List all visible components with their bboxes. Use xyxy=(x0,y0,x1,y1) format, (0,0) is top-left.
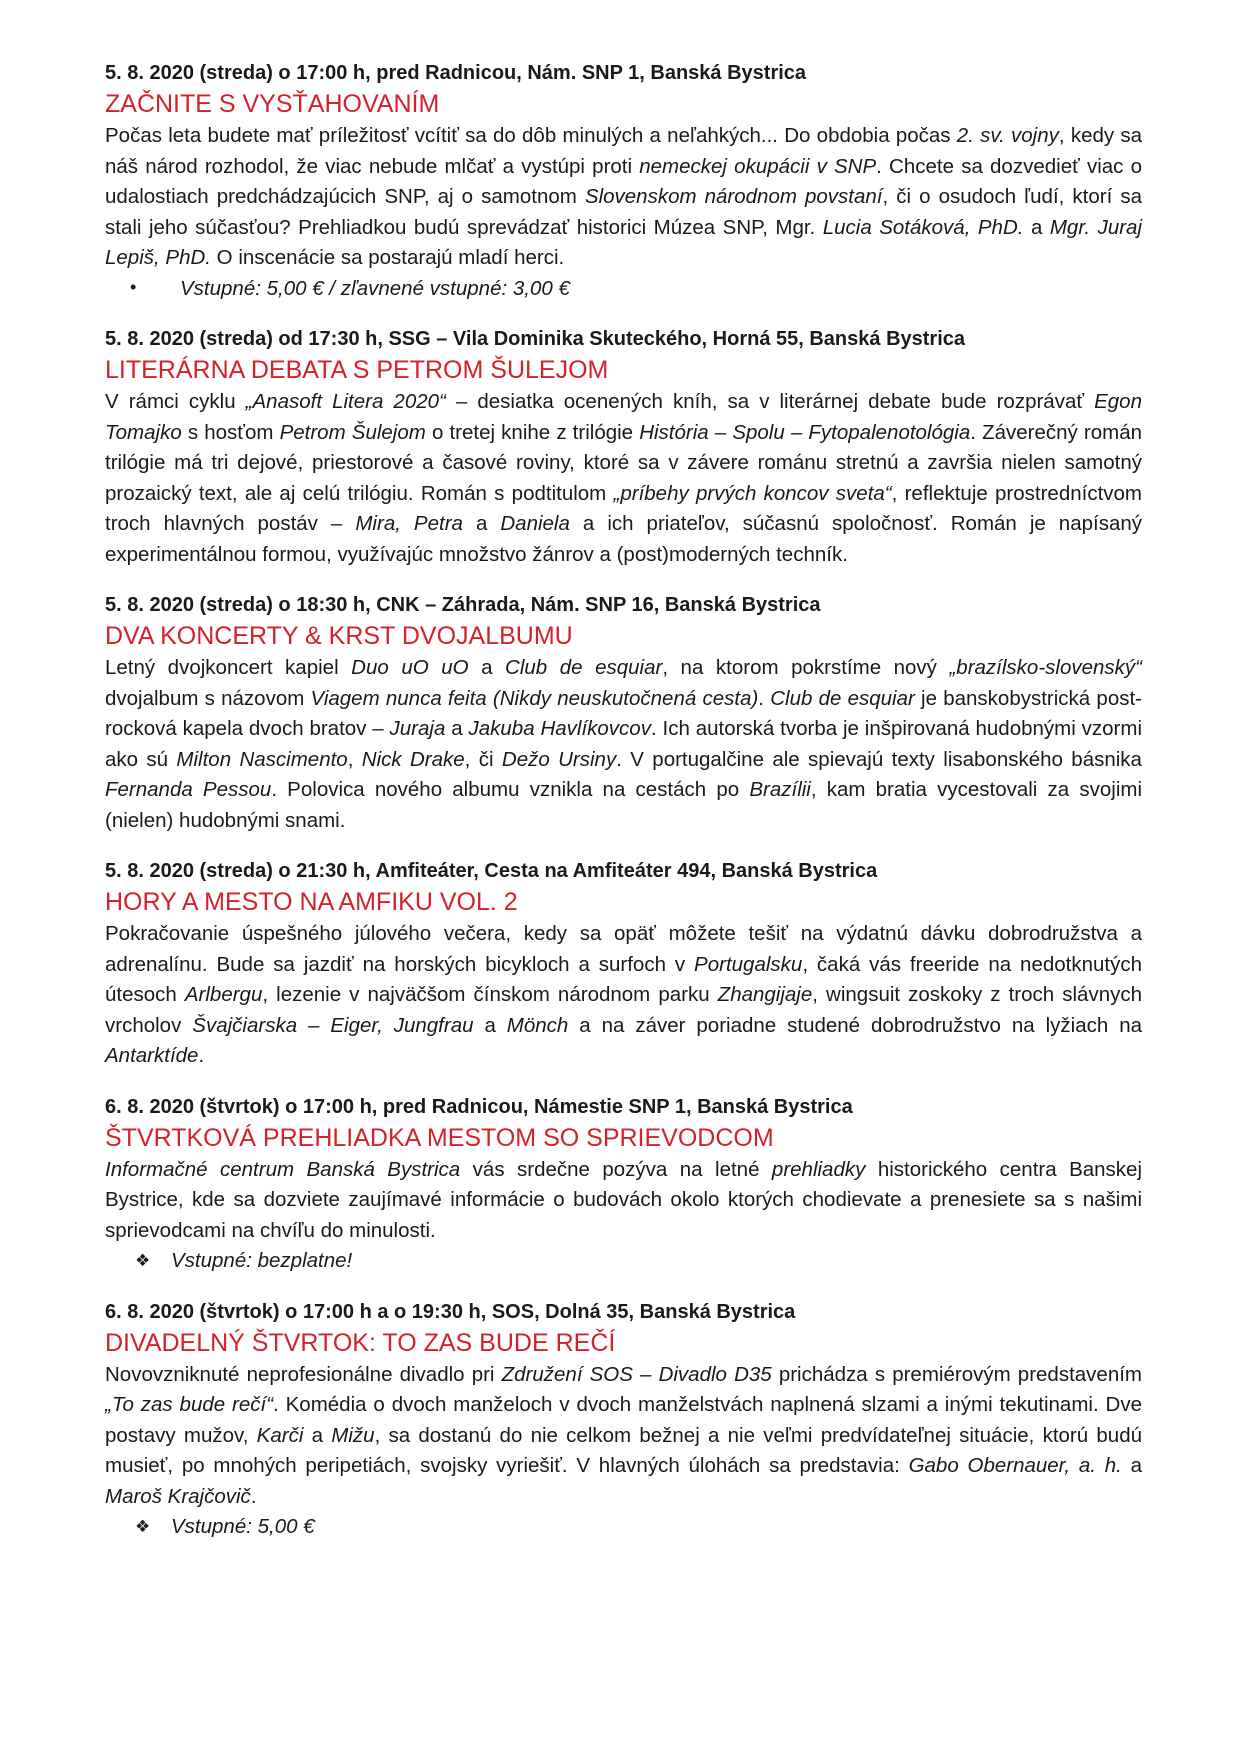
text-segment: – desiatka ocenených kníh, sa v literárnej debate bude rozprávať xyxy=(445,390,1095,413)
italic-text-segment: Duo uO uO xyxy=(351,656,469,679)
text-segment: . Polovica nového albumu vznikla na cestách po xyxy=(271,778,750,801)
event-title: LITERÁRNA DEBATA S PETROM ŠULEJOM xyxy=(105,356,609,384)
text-segment: Počas leta budete mať príležitosť vcítiť sa do dôb minulých a neľahkých... Do obdobia počas xyxy=(105,124,957,147)
text-segment: historického centra Banskej Bystrice, kde sa dozviete zaujímavé informácie o budovách okolo ktorých chodievate a prenesiete sa s našimi sprievodcami na chvíľu do minulosti. xyxy=(105,1157,1142,1242)
text-segment: . Ich autorská tvorba je inšpirovaná hudobnými vzormi ako sú xyxy=(105,717,1142,771)
italic-text-segment: Fernanda Pessou xyxy=(105,778,272,801)
text-segment: je banskobystrická post-rocková kapela dvoch bratov – xyxy=(105,686,1142,740)
text-segment: a xyxy=(303,1423,332,1447)
italic-text-segment: Egon Tomajko xyxy=(105,390,1142,444)
italic-text-segment: Švajčiarska – Eiger, Jungfrau xyxy=(192,1013,474,1037)
italic-text-segment: Antarktíde xyxy=(105,1044,199,1067)
italic-text-segment: 2. sv. vojny xyxy=(956,124,1059,147)
event-program-page xyxy=(105,58,1142,1563)
bullet-dot-icon: • xyxy=(130,276,137,297)
event-entry xyxy=(105,856,1142,1072)
italic-text-segment: Mgr. Juraj Lepiš, PhD. xyxy=(105,215,1143,269)
italic-text-segment: „príbehy prvých koncov sveta“ xyxy=(613,481,892,505)
text-segment: , lezenie v najväčšom čínskom národnom parku xyxy=(262,983,718,1006)
event-date-venue: 6. 8. 2020 (štvrtok) o 17:00 h a o 19:30 h, SOS, Dolná 35, Banská Bystrica xyxy=(105,1300,796,1323)
text-segment: O inscenácie sa postarajú mladí herci. xyxy=(210,246,565,269)
italic-text-segment: Slovenskom národnom povstaní xyxy=(584,185,883,208)
text-segment: V rámci cyklu xyxy=(105,390,246,413)
text-segment: , wingsuit zoskoky z troch slávnych vrcholov xyxy=(105,983,1142,1037)
italic-text-segment: Club de esquiar xyxy=(505,656,663,679)
event-title: DVA KONCERTY & KRST DVOJALBUMU xyxy=(105,622,573,650)
admission-text: Vstupné: bezplatne! xyxy=(171,1249,353,1272)
text-segment: , čaká vás freeride na nedotknutých útesoch xyxy=(105,952,1143,1006)
text-segment: a xyxy=(1023,215,1050,239)
text-segment: . xyxy=(758,686,771,710)
text-segment: a na záver poriadne studené dobrodružstvo na lyžiach na xyxy=(568,1013,1143,1037)
italic-text-segment: Maroš Krajčovič xyxy=(105,1484,251,1508)
text-segment: , xyxy=(347,747,362,771)
italic-text-segment: Mira, Petra xyxy=(355,512,463,535)
text-segment: Letný dvojkoncert kapiel xyxy=(105,656,352,679)
text-segment: Pokračovanie úspešného júlového večera, kedy sa opäť môžete tešiť na výdatnú dávku dobrodružstva a adrenalínu. Bude sa jazdiť na horských bicykloch a surfoch v xyxy=(105,922,1142,976)
text-segment: . Záverečný román trilógie má tri dejové, priestorové a časové roviny, ktoré sa v závere románu stretnú a završia nielen samotný prozaický text, ale aj celú trilógiu. Román s podtitulom xyxy=(105,420,1142,505)
italic-text-segment: Gabo Obernauer, a. h. xyxy=(908,1454,1122,1477)
event-description xyxy=(105,1155,1142,1247)
italic-text-segment: Združení SOS – Divadlo D35 xyxy=(501,1362,772,1386)
admission-note xyxy=(105,274,1142,305)
text-segment: , na ktorom pokrstíme nový xyxy=(662,656,950,679)
event-date-venue: 5. 8. 2020 (streda) o 17:00 h, pred Radnicou, Nám. SNP 1, Banská Bystrica xyxy=(105,62,807,84)
event-description xyxy=(105,387,1142,570)
italic-text-segment: Mižu xyxy=(331,1423,375,1447)
event-description xyxy=(105,919,1142,1072)
italic-text-segment: Karči xyxy=(256,1423,304,1447)
italic-text-segment: nemeckej okupácii v SNP xyxy=(639,154,877,178)
italic-text-segment: „brazílsko-slovenský“ xyxy=(949,656,1142,679)
italic-text-segment: Arlbergu xyxy=(184,983,263,1006)
italic-text-segment: Petrom Šulejom xyxy=(279,420,426,444)
event-entry xyxy=(105,590,1142,836)
italic-text-segment: Daniela xyxy=(500,512,570,535)
italic-text-segment: Milton Nascimento xyxy=(176,747,348,771)
admission-note xyxy=(105,1246,1142,1277)
text-segment: s hosťom xyxy=(181,420,280,444)
event-description xyxy=(105,121,1142,274)
bullet-diamond-icon: ❖ xyxy=(135,1251,151,1270)
italic-text-segment: Zhangijaje xyxy=(717,983,813,1006)
text-segment: . Komédia o dvoch manželoch v dvoch manželstvách naplnená slzami a inými tekutinami. Dve postavy mužov, xyxy=(105,1393,1142,1447)
italic-text-segment: Lucia Sotáková, PhD. xyxy=(822,215,1024,239)
italic-text-segment: Informačné centrum Banská Bystrica xyxy=(105,1157,461,1181)
event-entry xyxy=(105,58,1142,304)
text-segment: prichádza s premiérovým predstavením xyxy=(771,1362,1142,1386)
text-segment: , či o osudoch ľudí, ktorí sa stali jeho súčasťou? Prehliadkou budú sprevádzať historici Múzea SNP, Mgr. xyxy=(105,185,1142,239)
text-segment: a xyxy=(1121,1454,1143,1477)
italic-text-segment: Juraja xyxy=(389,717,446,740)
italic-text-segment: Dežo Ursiny xyxy=(501,747,617,771)
italic-text-segment: Club de esquiar xyxy=(770,686,915,710)
event-title: ZAČNITE S VYSŤAHOVANÍM xyxy=(105,90,440,118)
text-segment: , kedy sa náš národ rozhodol, že viac nebude mlčať a vystúpi proti xyxy=(105,124,1142,178)
text-segment: a xyxy=(445,717,469,740)
event-title: HORY A MESTO NA AMFIKU VOL. 2 xyxy=(105,888,518,916)
italic-text-segment: Viagem nunca feita (Nikdy neuskutočnená cesta) xyxy=(310,686,759,710)
text-segment: , či xyxy=(464,747,502,771)
text-segment: a ich priateľov, súčasnú spoločnosť. Román je napísaný experimentálnou formou, využívajúc množstvo žánrov a (post)moderných techník. xyxy=(105,512,1143,566)
text-segment: . xyxy=(198,1044,205,1067)
event-date-venue: 5. 8. 2020 (streda) od 17:30 h, SSG – Vila Dominika Skuteckého, Horná 55, Banská Bystrica xyxy=(105,328,965,350)
text-segment: a xyxy=(473,1013,507,1037)
event-date-venue: 6. 8. 2020 (štvrtok) o 17:00 h, pred Radnicou, Námestie SNP 1, Banská Bystrica xyxy=(105,1095,853,1118)
event-description xyxy=(105,653,1142,836)
admission-note xyxy=(105,1512,1142,1543)
italic-text-segment: Portugalsku xyxy=(694,952,803,976)
italic-text-segment: Jakuba Havlíkovcov xyxy=(468,717,651,740)
event-date-venue: 5. 8. 2020 (streda) o 21:30 h, Amfiteáter, Cesta na Amfiteáter 494, Banská Bystrica xyxy=(105,860,878,882)
italic-text-segment: História – Spolu – Fytopalenotológia xyxy=(639,420,971,444)
text-segment: Novovzniknuté neprofesionálne divadlo pri xyxy=(105,1362,502,1386)
text-segment: a xyxy=(462,512,501,535)
admission-text: Vstupné: 5,00 € xyxy=(171,1515,315,1538)
text-segment: . xyxy=(250,1484,257,1508)
text-segment: . V portugalčine ale spievajú texty lisabonského básnika xyxy=(616,747,1142,771)
text-segment: , kam bratia vycestovali za svojimi (nielen) hudobnými snami. xyxy=(105,778,1143,832)
event-entry xyxy=(105,1092,1142,1277)
italic-text-segment: Mönch xyxy=(506,1013,569,1037)
text-segment: , reflektuje prostredníctvom troch hlavných postáv – xyxy=(105,481,1142,535)
bullet-diamond-icon: ❖ xyxy=(135,1517,151,1536)
event-description xyxy=(105,1360,1142,1513)
admission-text: Vstupné: 5,00 € / zľavnené vstupné: 3,00 € xyxy=(180,276,570,300)
italic-text-segment: „To zas bude rečí“ xyxy=(105,1393,274,1416)
event-date-venue: 5. 8. 2020 (streda) o 18:30 h, CNK – Záhrada, Nám. SNP 16, Banská Bystrica xyxy=(105,594,821,616)
italic-text-segment: Brazílii xyxy=(749,778,811,801)
event-title: DIVADELNÝ ŠTVRTOK: TO ZAS BUDE REČÍ xyxy=(105,1328,616,1357)
event-title: ŠTVRTKOVÁ PREHLIADKA MESTOM SO SPRIEVODCOM xyxy=(105,1123,774,1152)
text-segment: , sa dostanú do nie celkom bežnej a nie veľmi predvídateľnej situácie, ktorú budú musieť, po mnohých peripetiách, svojsky vyriešiť. V hlavných úlohách sa predstavia: xyxy=(105,1423,1142,1477)
italic-text-segment: „Anasoft Litera 2020“ xyxy=(245,390,446,413)
event-entry xyxy=(105,1297,1142,1543)
text-segment: . Chcete sa dozvedieť viac o udalostiach predchádzajúcich SNP, aj o samotnom xyxy=(105,154,1143,208)
text-segment: dvojalbum s názovom xyxy=(105,686,311,710)
event-entry xyxy=(105,324,1142,570)
italic-text-segment: Nick Drake xyxy=(361,747,465,771)
italic-text-segment: prehliadky xyxy=(771,1157,866,1181)
text-segment: o tretej knihe z trilógie xyxy=(425,420,640,444)
text-segment: a xyxy=(468,656,506,679)
text-segment: vás srdečne pozýva na letné xyxy=(460,1157,772,1181)
